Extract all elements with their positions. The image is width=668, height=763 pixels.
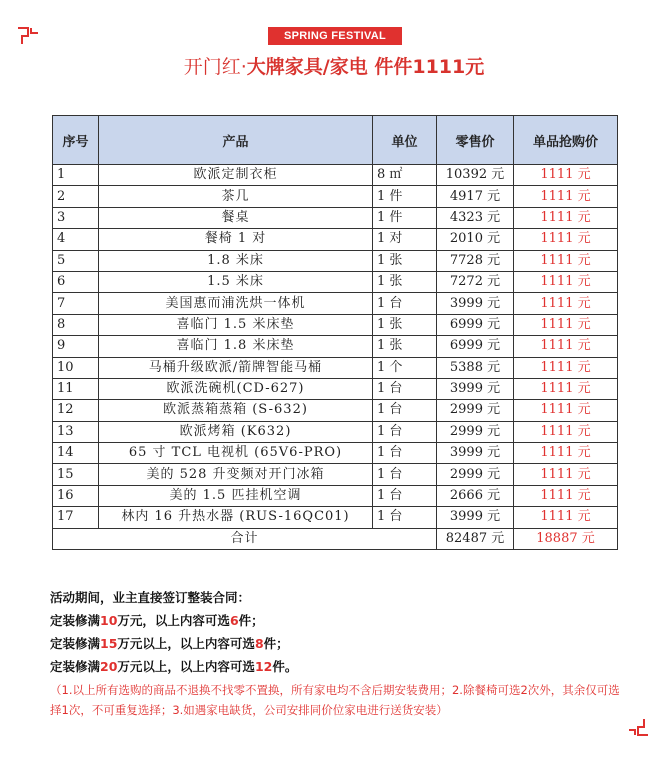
row-unit: 1 台 xyxy=(373,507,437,528)
table-row xyxy=(53,336,618,357)
row-retail-price: 3999 元 xyxy=(437,378,514,399)
row-sale-price: 1111 元 xyxy=(514,443,618,464)
row-product: 马桶升级欧派/箭牌智能马桶 xyxy=(99,357,373,378)
row-retail-price: 2010 元 xyxy=(437,229,514,250)
row-number: 13 xyxy=(53,421,99,442)
row-unit: 1 张 xyxy=(373,271,437,292)
table-row xyxy=(53,507,618,528)
row-product: 餐椅 1 对 xyxy=(99,229,373,250)
row-product: 欧派洗碗机(CD-627) xyxy=(99,378,373,399)
page-title xyxy=(0,54,668,80)
row-retail-price: 2999 元 xyxy=(437,464,514,485)
table-row xyxy=(53,207,618,228)
tier-pre: 定装修满 xyxy=(50,659,101,674)
row-product: 美的 528 升变频对开门冰箱 xyxy=(99,464,373,485)
row-unit: 1 件 xyxy=(373,207,437,228)
row-number: 8 xyxy=(53,314,99,335)
row-product: 餐桌 xyxy=(99,207,373,228)
table-row xyxy=(53,250,618,271)
table-row xyxy=(53,186,618,207)
row-unit: 1 件 xyxy=(373,186,437,207)
header-sale-price: 单品抢购价 xyxy=(514,116,618,165)
row-product: 欧派蒸箱蒸箱 (S-632) xyxy=(99,400,373,421)
tier-post: 件； xyxy=(263,636,289,651)
tier-post: 件。 xyxy=(272,659,298,674)
row-sale-price: 1111 元 xyxy=(514,421,618,442)
banner: SPRING FESTIVAL xyxy=(268,27,402,45)
row-sale-price: 1111 元 xyxy=(514,485,618,506)
row-sale-price: 1111 元 xyxy=(514,271,618,292)
total-label: 合计 xyxy=(53,528,437,549)
table-row xyxy=(53,485,618,506)
table-row xyxy=(53,271,618,292)
price-table xyxy=(52,115,618,550)
tier-mid: 万元以上，以上内容可选 xyxy=(117,659,255,674)
row-retail-price: 4323 元 xyxy=(437,207,514,228)
row-retail-price: 3999 元 xyxy=(437,443,514,464)
row-unit: 1 台 xyxy=(373,421,437,442)
row-retail-price: 6999 元 xyxy=(437,336,514,357)
row-sale-price: 1111 元 xyxy=(514,229,618,250)
tier-count: 12 xyxy=(254,659,273,674)
row-unit: 8 ㎡ xyxy=(373,165,437,186)
row-number: 2 xyxy=(53,186,99,207)
table-row xyxy=(53,229,618,250)
row-sale-price: 1111 元 xyxy=(514,336,618,357)
row-sale-price: 1111 元 xyxy=(514,378,618,399)
corner-ornament-icon xyxy=(628,717,650,739)
table-row xyxy=(53,165,618,186)
row-unit: 1 台 xyxy=(373,293,437,314)
tier-amount: 15 xyxy=(100,636,118,651)
table-row xyxy=(53,443,618,464)
row-retail-price: 7728 元 xyxy=(437,250,514,271)
row-number: 5 xyxy=(53,250,99,271)
row-unit: 1 张 xyxy=(373,336,437,357)
tier-post: 件； xyxy=(238,613,264,628)
title-prefix: 开门红· xyxy=(183,56,247,78)
table-row xyxy=(53,464,618,485)
promo-tier xyxy=(50,609,630,632)
row-product: 欧派定制衣柜 xyxy=(99,165,373,186)
promo-notes xyxy=(50,586,630,720)
table-row xyxy=(53,357,618,378)
row-number: 11 xyxy=(53,378,99,399)
row-unit: 1 台 xyxy=(373,378,437,399)
tier-count: 8 xyxy=(254,636,264,651)
row-number: 3 xyxy=(53,207,99,228)
row-sale-price: 1111 元 xyxy=(514,250,618,271)
table-row xyxy=(53,378,618,399)
total-row xyxy=(53,528,618,549)
tier-pre: 定装修满 xyxy=(50,636,101,651)
row-product: 美的 1.5 匹挂机空调 xyxy=(99,485,373,506)
row-product: 1.5 米床 xyxy=(99,271,373,292)
row-product: 茶几 xyxy=(99,186,373,207)
row-product: 65 寸 TCL 电视机 (65V6-PRO) xyxy=(99,443,373,464)
row-number: 14 xyxy=(53,443,99,464)
table-row xyxy=(53,293,618,314)
header-no: 序号 xyxy=(53,116,99,165)
row-retail-price: 10392 元 xyxy=(437,165,514,186)
row-retail-price: 2666 元 xyxy=(437,485,514,506)
row-sale-price: 1111 元 xyxy=(514,464,618,485)
row-unit: 1 台 xyxy=(373,400,437,421)
row-retail-price: 6999 元 xyxy=(437,314,514,335)
header-product: 产品 xyxy=(99,116,373,165)
row-unit: 1 张 xyxy=(373,250,437,271)
promo-tier xyxy=(50,655,630,678)
row-number: 9 xyxy=(53,336,99,357)
tier-amount: 20 xyxy=(100,659,118,674)
row-product: 喜临门 1.8 米床垫 xyxy=(99,336,373,357)
row-unit: 1 台 xyxy=(373,464,437,485)
row-number: 4 xyxy=(53,229,99,250)
tier-mid: 万元，以上内容可选 xyxy=(117,613,230,628)
row-sale-price: 1111 元 xyxy=(514,314,618,335)
header-unit: 单位 xyxy=(373,116,437,165)
row-number: 12 xyxy=(53,400,99,421)
row-retail-price: 7272 元 xyxy=(437,271,514,292)
total-price: 82487 元 xyxy=(437,528,514,549)
total-sale: 18887 元 xyxy=(514,528,618,549)
row-retail-price: 2999 元 xyxy=(437,421,514,442)
row-retail-price: 5388 元 xyxy=(437,357,514,378)
table-row xyxy=(53,400,618,421)
row-product: 美国惠而浦洗烘一体机 xyxy=(99,293,373,314)
row-sale-price: 1111 元 xyxy=(514,357,618,378)
tier-mid: 万元以上，以上内容可选 xyxy=(117,636,255,651)
row-product: 喜临门 1.5 米床垫 xyxy=(99,314,373,335)
notes-intro: 活动期间，业主直接签订整装合同： xyxy=(50,590,251,605)
corner-ornament-icon xyxy=(16,24,40,48)
row-number: 1 xyxy=(53,165,99,186)
row-sale-price: 1111 元 xyxy=(514,165,618,186)
row-product: 欧派烤箱 (K632) xyxy=(99,421,373,442)
row-unit: 1 对 xyxy=(373,229,437,250)
row-number: 16 xyxy=(53,485,99,506)
row-number: 17 xyxy=(53,507,99,528)
row-sale-price: 1111 元 xyxy=(514,507,618,528)
promo-tier xyxy=(50,632,630,655)
row-unit: 1 个 xyxy=(373,357,437,378)
row-unit: 1 台 xyxy=(373,443,437,464)
row-unit: 1 台 xyxy=(373,485,437,506)
table-row xyxy=(53,421,618,442)
row-number: 7 xyxy=(53,293,99,314)
tier-amount: 10 xyxy=(100,613,118,628)
row-retail-price: 4917 元 xyxy=(437,186,514,207)
table-header-row xyxy=(53,116,618,165)
table-row xyxy=(53,314,618,335)
row-sale-price: 1111 元 xyxy=(514,400,618,421)
row-sale-price: 1111 元 xyxy=(514,207,618,228)
tier-count: 6 xyxy=(229,613,239,628)
row-number: 15 xyxy=(53,464,99,485)
row-retail-price: 3999 元 xyxy=(437,293,514,314)
row-product: 1.8 米床 xyxy=(99,250,373,271)
row-number: 10 xyxy=(53,357,99,378)
tier-pre: 定装修满 xyxy=(50,613,101,628)
row-retail-price: 2999 元 xyxy=(437,400,514,421)
row-unit: 1 张 xyxy=(373,314,437,335)
row-sale-price: 1111 元 xyxy=(514,293,618,314)
row-number: 6 xyxy=(53,271,99,292)
notes-fineprint: （1.以上所有选购的商品不退换不找零不置换，所有家电均不含后期安装费用；2.除餐椅可选2次外，其余仅可选择1次，不可重复选择；3.如遇家电缺货，公司安排同价位家电进行送货安装） xyxy=(50,683,620,717)
header-retail-price: 零售价 xyxy=(437,116,514,165)
row-retail-price: 3999 元 xyxy=(437,507,514,528)
title-main: 大牌家具/家电 件件1111元 xyxy=(246,56,485,78)
row-sale-price: 1111 元 xyxy=(514,186,618,207)
row-product: 林内 16 升热水器 (RUS-16QC01) xyxy=(99,507,373,528)
